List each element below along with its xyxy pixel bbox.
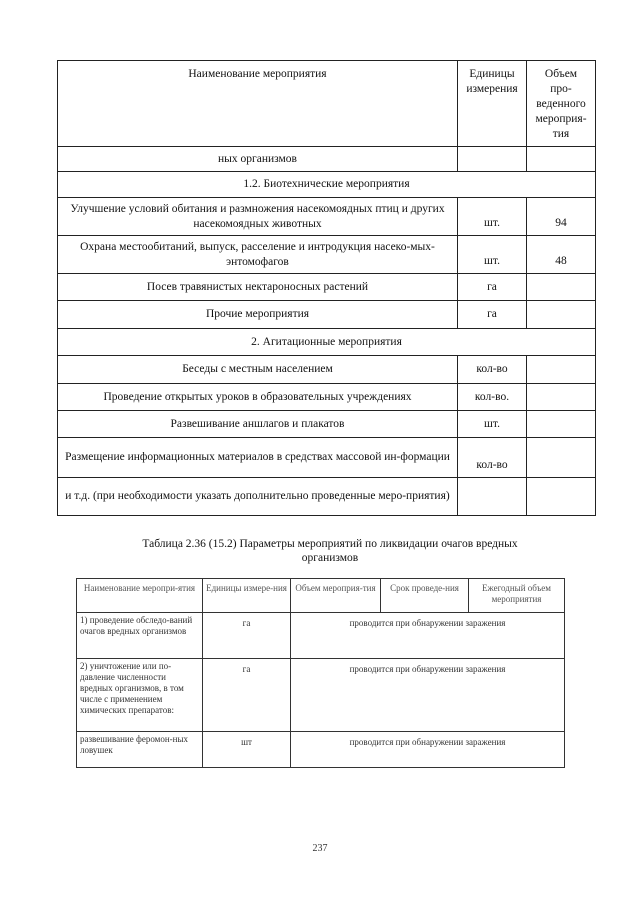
header-name: Наименование мероприятия [58, 61, 458, 147]
row-name: и т.д. (при необходимости указать дополнительно проведенные меро-приятия) [58, 478, 458, 516]
row-unit: га [203, 613, 291, 659]
row-unit [458, 478, 527, 516]
table-header-row [77, 579, 565, 613]
elimination-table [76, 578, 565, 768]
row-note: проводится при обнаружении заражения [291, 613, 565, 659]
row-unit: кол-во. [458, 384, 527, 411]
header-term: Срок проведе-ния [381, 579, 469, 613]
section-row [58, 329, 596, 356]
row-name: Прочие мероприятия [58, 301, 458, 329]
row-name: 2) уничтожение или по-давление численности вредных организмов, в том числе с применением химических препаратов: [77, 659, 203, 732]
header-annual-volume: Ежегодный объем мероприятия [469, 579, 565, 613]
row-name: Беседы с местным населением [58, 356, 458, 384]
row-value: 94 [527, 198, 596, 236]
row-unit: кол-во [458, 438, 527, 478]
header-volume: Объем мероприя-тия [291, 579, 381, 613]
row-name: 1) проведение обследо-ваний очагов вредных организмов [77, 613, 203, 659]
table-row [58, 384, 596, 411]
table-row [58, 198, 596, 236]
row-unit: шт. [458, 236, 527, 274]
table-row [77, 659, 565, 732]
empty-cell [458, 147, 527, 172]
table-row [77, 732, 565, 768]
table-row [58, 478, 596, 516]
table-row [77, 613, 565, 659]
row-unit: га [458, 274, 527, 301]
row-name: Проведение открытых уроков в образовательных учреждениях [58, 384, 458, 411]
row-unit: шт. [458, 411, 527, 438]
table-header-row [58, 61, 596, 147]
row-unit: кол-во [458, 356, 527, 384]
header-unit: Единицы измере-ния [203, 579, 291, 613]
table-row [58, 236, 596, 274]
table-row [58, 147, 596, 172]
section-biotech-title: 1.2. Биотехнические мероприятия [58, 172, 596, 198]
row-unit: га [458, 301, 527, 329]
table-caption: Таблица 2.36 (15.2) Параметры мероприятий по ликвидации очагов вредных организмов [142, 538, 518, 564]
empty-cell [527, 147, 596, 172]
table-row [58, 438, 596, 478]
table-row [58, 411, 596, 438]
row-value [527, 301, 596, 329]
table-row [58, 301, 596, 329]
header-volume: Объем про-веденного мероприя-тия [527, 61, 596, 147]
row-note: проводится при обнаружении заражения [291, 659, 565, 732]
header-unit: Единицы измерения [458, 61, 527, 147]
row-value [527, 356, 596, 384]
row-name: Размещение информационных материалов в средствах массовой ин-формации [58, 438, 458, 478]
table-row [58, 274, 596, 301]
section-row [58, 172, 596, 198]
row-name: развешивание феромон-ных ловушек [77, 732, 203, 768]
row-name: Улучшение условий обитания и размножения насекомоядных птиц и других насекомоядных животных [58, 198, 458, 236]
row-value [527, 438, 596, 478]
row-value: 48 [527, 236, 596, 274]
table-row [58, 356, 596, 384]
row-unit: шт. [458, 198, 527, 236]
row-value [527, 478, 596, 516]
row-value [527, 274, 596, 301]
measures-table [57, 60, 596, 516]
page-number: 237 [312, 843, 328, 854]
row-unit: шт [203, 732, 291, 768]
row-name: Развешивание аншлагов и плакатов [58, 411, 458, 438]
header-name: Наименование меропри-ятия [77, 579, 203, 613]
row-unit: га [203, 659, 291, 732]
row-value [527, 384, 596, 411]
continuation-text: ных организмов [58, 147, 458, 172]
section-agit-title: 2. Агитационные мероприятия [58, 329, 596, 356]
row-value [527, 411, 596, 438]
row-name: Охрана местообитаний, выпуск, расселение и интродукция насеко-мых-энтомофагов [58, 236, 458, 274]
row-name: Посев травянистых нектароносных растений [58, 274, 458, 301]
row-note: проводится при обнаружении заражения [291, 732, 565, 768]
